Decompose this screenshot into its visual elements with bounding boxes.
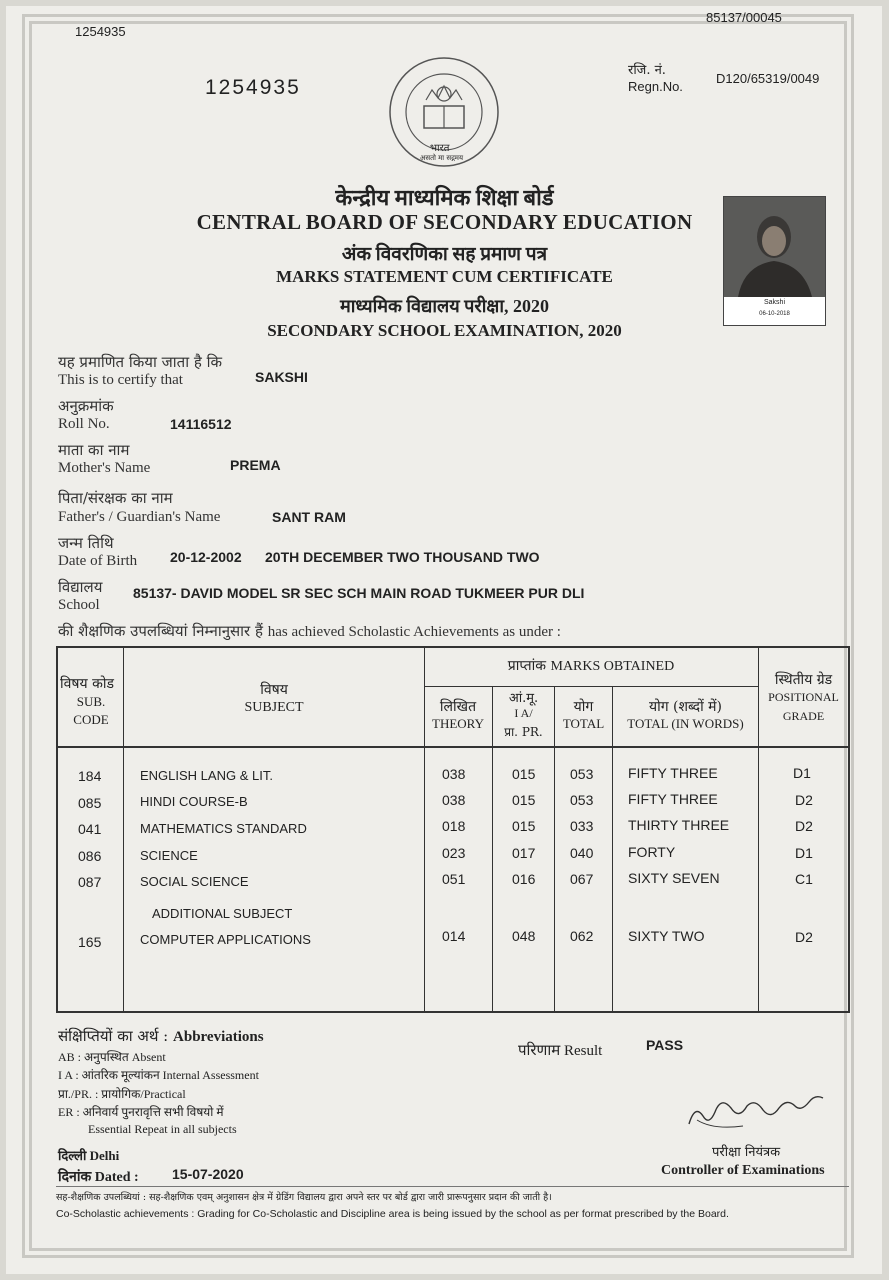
controller-title-hi: परीक्षा नियंत्रक bbox=[712, 1145, 781, 1160]
top-right-code: 85137/00045 bbox=[706, 10, 782, 25]
row-total: 067 bbox=[570, 871, 594, 887]
abbr-ab: AB : अनुपस्थित Absent bbox=[58, 1050, 166, 1064]
header-theory-en: THEORY bbox=[432, 716, 484, 731]
school-name: 85137- DAVID MODEL SR SEC SCH MAIN ROAD TUKMEER PUR DLI bbox=[133, 585, 585, 601]
regn-number: D120/65319/0049 bbox=[716, 71, 820, 86]
row-grade: D1 bbox=[795, 845, 813, 861]
row-ia: 048 bbox=[512, 928, 536, 944]
row-grade: D2 bbox=[795, 818, 813, 834]
abbr-ia: I A : आंतरिक मूल्यांकन Internal Assessment bbox=[58, 1068, 259, 1082]
row-theory: 018 bbox=[442, 818, 466, 834]
regn-label-hi: रजि. नं. bbox=[628, 63, 666, 78]
emblem-center-text: भारत bbox=[430, 143, 450, 154]
header-marks-hi: प्राप्तांक bbox=[507, 658, 547, 674]
row-words: THIRTY THREE bbox=[628, 817, 730, 833]
additional-subject-label: ADDITIONAL SUBJECT bbox=[152, 906, 293, 921]
row-subject: SCIENCE bbox=[140, 848, 198, 863]
row-grade: D2 bbox=[795, 792, 813, 808]
abbr-er: ER : अनिवार्य पुनरावृत्ति सभी विषयो में bbox=[58, 1105, 224, 1119]
achievement-label-en: has achieved Scholastic Achievements as under : bbox=[267, 624, 561, 640]
row-subject: ENGLISH LANG & LIT. bbox=[140, 768, 273, 783]
row-subject: MATHEMATICS STANDARD bbox=[140, 821, 307, 836]
header-words-en: TOTAL (IN WORDS) bbox=[627, 716, 744, 731]
signature-icon bbox=[683, 1086, 833, 1132]
school-label-hi: विद्यालय bbox=[58, 578, 103, 596]
header-total-en: TOTAL bbox=[562, 716, 605, 731]
regn-label-en: Regn.No. bbox=[628, 79, 683, 94]
row-words: FIFTY THREE bbox=[628, 765, 718, 781]
controller-title-en: Controller of Examinations bbox=[661, 1163, 825, 1178]
row-code: 087 bbox=[78, 874, 102, 890]
row-ia: 015 bbox=[512, 818, 536, 834]
row-subject: HINDI COURSE-B bbox=[140, 794, 248, 809]
row-total: 062 bbox=[570, 928, 594, 944]
dob-label-en: Date of Birth bbox=[58, 553, 138, 569]
header-subject-hi: विषय bbox=[260, 682, 288, 698]
abbreviations-title bbox=[58, 1026, 264, 1046]
row-subject: SOCIAL SCIENCE bbox=[140, 874, 249, 889]
header-code-en1: SUB. bbox=[76, 694, 106, 709]
result-value: PASS bbox=[646, 1037, 684, 1053]
row-subject: COMPUTER APPLICATIONS bbox=[140, 932, 311, 947]
exam-title-en: SECONDARY SCHOOL EXAMINATION, 2020 bbox=[267, 321, 622, 340]
header-ia-en: I A/ bbox=[514, 706, 533, 720]
header-ia-hi: आं.मू. bbox=[508, 691, 539, 706]
header-total-hi: योग bbox=[573, 699, 594, 715]
roll-label-hi: अनुक्रमांक bbox=[58, 397, 114, 415]
dated-value: 15-07-2020 bbox=[172, 1166, 244, 1182]
emblem-motto: असतो मा सद्गमय bbox=[420, 154, 464, 162]
top-serial: 1254935 bbox=[75, 24, 126, 39]
certify-label-en: This is to certify that bbox=[58, 372, 183, 388]
row-ia: 015 bbox=[512, 766, 536, 782]
row-words: FIFTY THREE bbox=[628, 791, 718, 807]
photo-caption-date: 06-10-2018 bbox=[759, 311, 790, 317]
row-grade: C1 bbox=[795, 871, 813, 887]
school-label-en: School bbox=[58, 597, 100, 613]
row-total: 033 bbox=[570, 818, 594, 834]
header-marks-en: MARKS OBTAINED bbox=[550, 659, 675, 674]
row-ia: 017 bbox=[512, 845, 536, 861]
row-theory: 051 bbox=[442, 871, 466, 887]
certificate-title-hi: अंक विवरणिका सह प्रमाण पत्र bbox=[341, 244, 548, 265]
certify-label-hi: यह प्रमाणित किया जाता है कि bbox=[58, 353, 222, 371]
dated-label: दिनांक Dated : bbox=[58, 1170, 139, 1185]
row-code: 165 bbox=[78, 934, 102, 950]
row-total: 053 bbox=[570, 766, 594, 782]
certificate-title-en: MARKS STATEMENT CUM CERTIFICATE bbox=[276, 267, 613, 286]
abbreviations-title-en: Abbreviations bbox=[173, 1029, 264, 1045]
footer-divider bbox=[56, 1186, 849, 1187]
abbr-er-en: Essential Repeat in all subjects bbox=[88, 1122, 237, 1136]
abbreviations-title-hi: संक्षिप्तियों का अर्थ : bbox=[58, 1027, 169, 1045]
photo-caption-name: Sakshi bbox=[763, 299, 785, 306]
cbse-emblem bbox=[386, 54, 502, 170]
date-of-birth: 20-12-2002 bbox=[170, 549, 242, 565]
row-ia: 015 bbox=[512, 792, 536, 808]
row-grade: D1 bbox=[793, 765, 811, 781]
header-grade-en1: POSITIONAL bbox=[768, 690, 839, 704]
father-label-en: Father's / Guardian's Name bbox=[58, 509, 221, 525]
mother-label-en: Mother's Name bbox=[58, 460, 151, 476]
row-total: 040 bbox=[570, 845, 594, 861]
row-grade: D2 bbox=[795, 929, 813, 945]
row-code: 041 bbox=[78, 821, 102, 837]
father-name: SANT RAM bbox=[272, 509, 346, 525]
header-code-en2: CODE bbox=[73, 712, 109, 727]
student-name: SAKSHI bbox=[255, 369, 308, 385]
row-code: 086 bbox=[78, 848, 102, 864]
footer-note-hi: सह-शैक्षणिक उपलब्धियां : सह-शैक्षणिक एवम् अनुशासन क्षेत्र में ग्रेडिंग विद्यालय द्वारा अपने स्तर पर बोर्ड द्वारा जारी प्रारूपनुसार प्रदान की जाती है। bbox=[56, 1192, 552, 1203]
row-theory: 023 bbox=[442, 845, 466, 861]
header-code-hi: विषय कोड bbox=[60, 676, 114, 692]
board-name-en: CENTRAL BOARD OF SECONDARY EDUCATION bbox=[196, 210, 693, 234]
achievement-label-hi: की शैक्षणिक उपलब्धियां निम्नानुसार हैं bbox=[58, 622, 263, 640]
row-words: SIXTY SEVEN bbox=[628, 870, 720, 886]
row-theory: 038 bbox=[442, 792, 466, 808]
row-words: FORTY bbox=[628, 844, 676, 860]
row-theory: 038 bbox=[442, 766, 466, 782]
header-subject-en: SUBJECT bbox=[244, 700, 304, 715]
header-theory-hi: लिखित bbox=[439, 699, 477, 715]
exam-title-hi: माध्यमिक विद्यालय परीक्षा, 2020 bbox=[339, 296, 549, 316]
header-grade-hi: स्थितीय ग्रेड bbox=[774, 672, 833, 688]
date-of-birth-words: 20TH DECEMBER TWO THOUSAND TWO bbox=[265, 549, 540, 565]
controller-signature bbox=[683, 1086, 833, 1136]
board-name-hi: केन्द्रीय माध्यमिक शिक्षा बोर्ड bbox=[335, 185, 554, 210]
serial-number: 1254935 bbox=[205, 76, 301, 99]
abbr-pr: प्रा./PR. : प्रायोगिक/Practical bbox=[58, 1087, 186, 1101]
roll-number: 14116512 bbox=[170, 416, 232, 432]
header-ia-pr: प्रा. PR. bbox=[504, 725, 543, 739]
row-words: SIXTY TWO bbox=[628, 928, 705, 944]
mother-name: PREMA bbox=[230, 457, 281, 473]
place: दिल्ली Delhi bbox=[58, 1148, 120, 1163]
student-photo bbox=[723, 196, 826, 326]
row-code: 184 bbox=[78, 768, 102, 784]
header-words-hi: योग (शब्दों में) bbox=[648, 699, 723, 715]
row-theory: 014 bbox=[442, 928, 466, 944]
row-code: 085 bbox=[78, 795, 102, 811]
father-label-hi: पिता/संरक्षक का नाम bbox=[58, 489, 173, 507]
achievement-label bbox=[58, 621, 561, 641]
footer-note-en: Co-Scholastic achievements : Grading for Co-Scholastic and Discipline area is being issued by the school as per format prescribed by the Board. bbox=[56, 1208, 729, 1220]
dob-label-hi: जन्म तिथि bbox=[58, 534, 114, 552]
row-total: 053 bbox=[570, 792, 594, 808]
student-portrait bbox=[724, 197, 825, 297]
row-ia: 016 bbox=[512, 871, 536, 887]
roll-label-en: Roll No. bbox=[58, 416, 110, 432]
header-marks bbox=[424, 656, 758, 675]
result-label: परिणाम Result bbox=[518, 1043, 603, 1059]
mother-label-hi: माता का नाम bbox=[58, 441, 130, 459]
header-grade-en2: GRADE bbox=[782, 709, 825, 723]
